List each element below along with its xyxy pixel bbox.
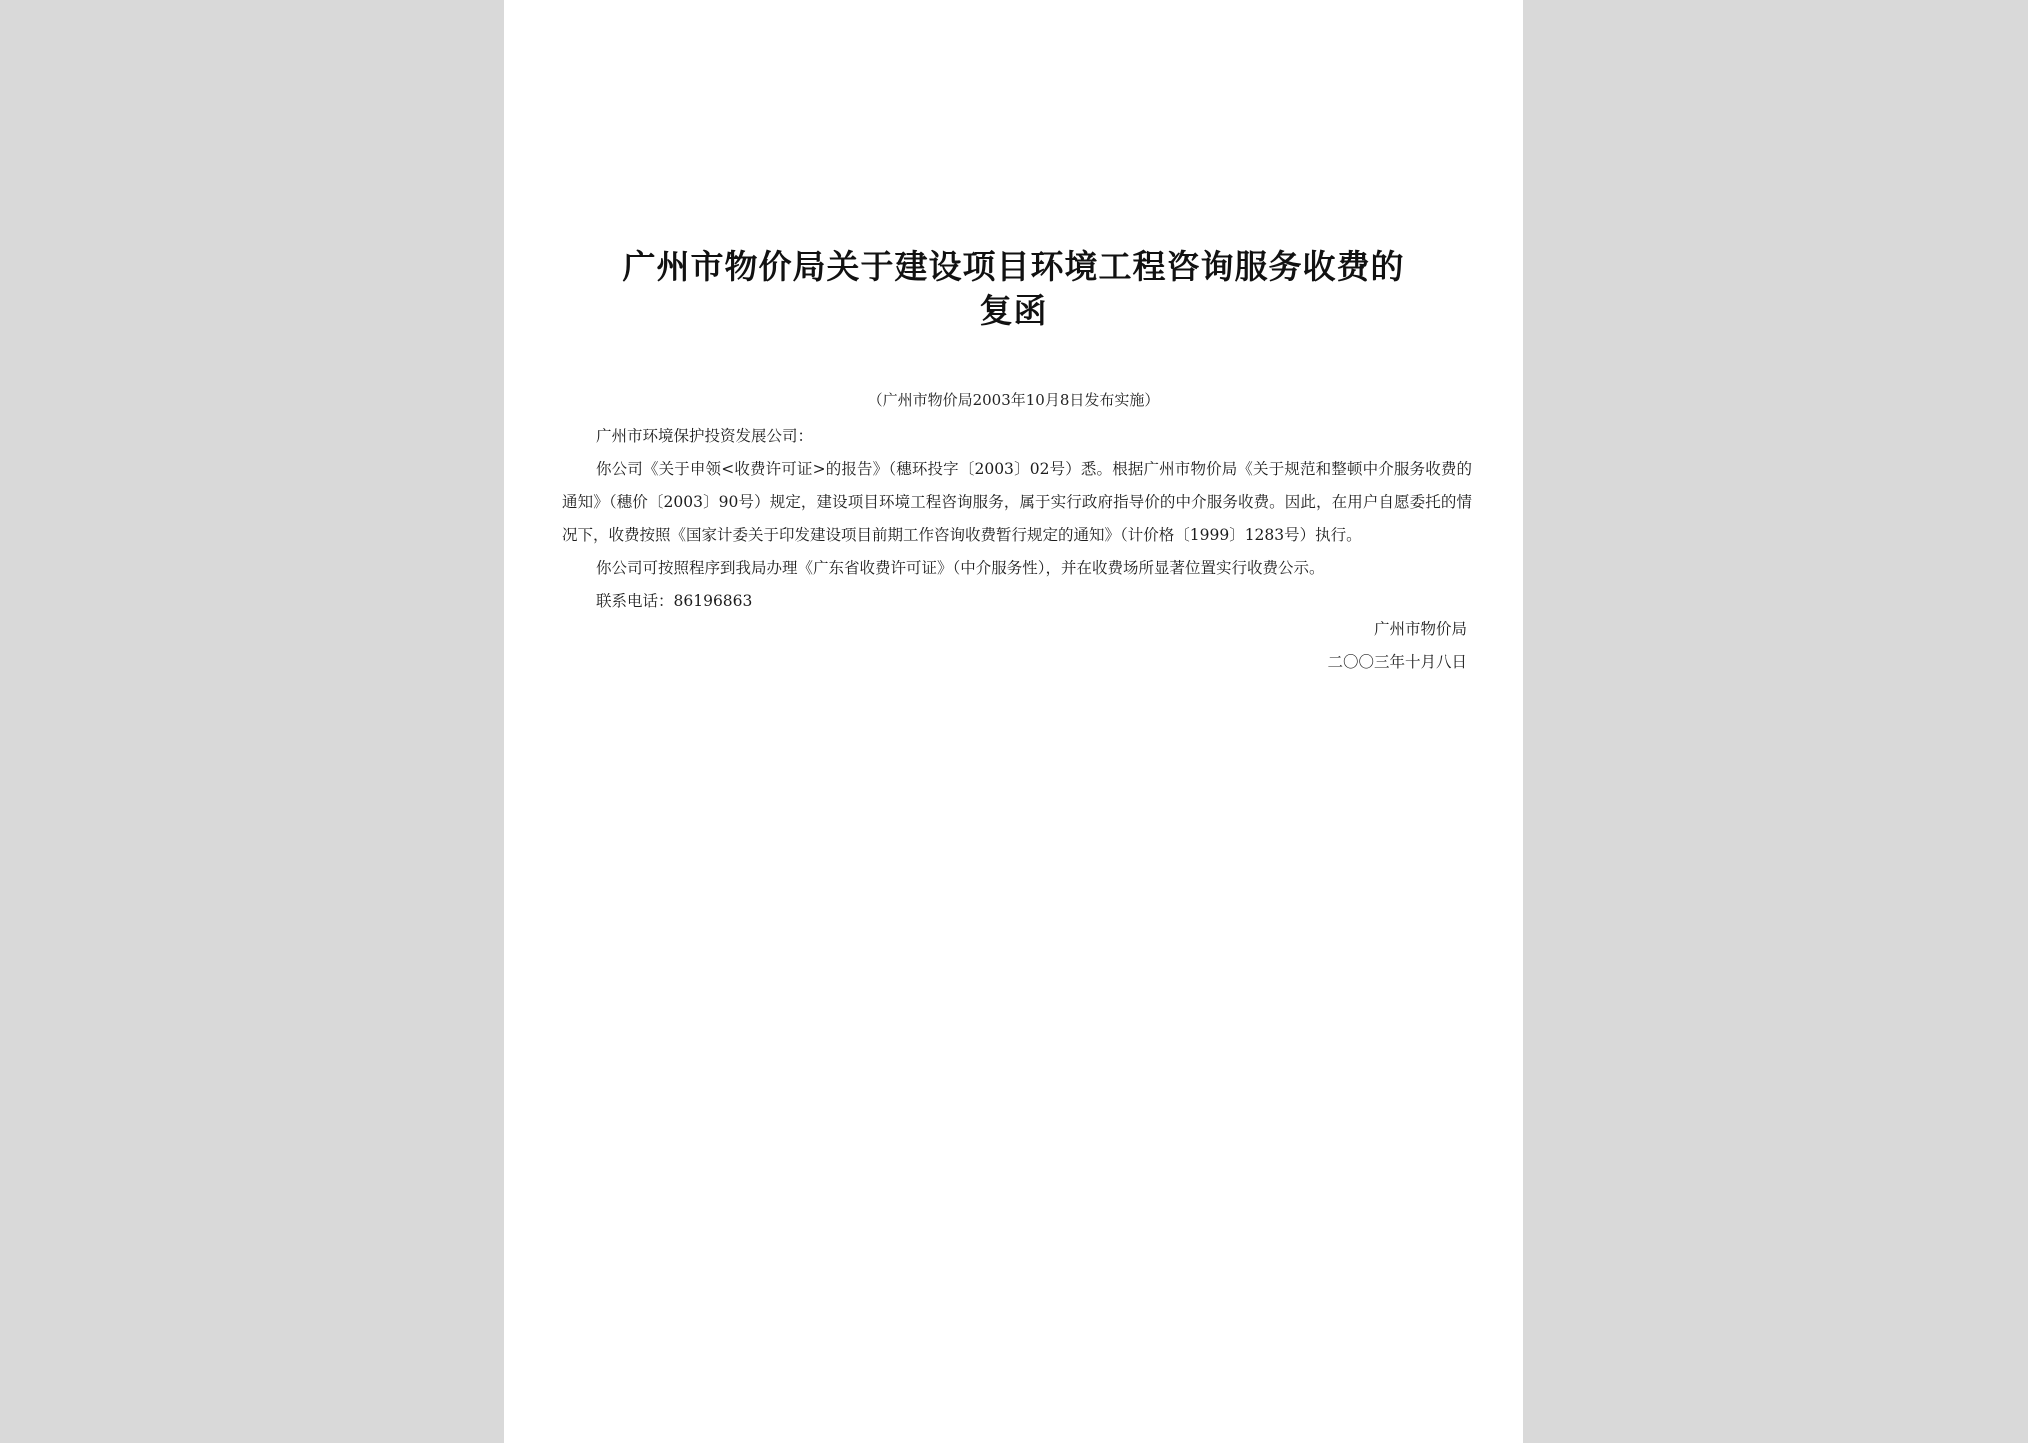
document-body bbox=[562, 420, 1472, 618]
contact-phone: 联系电话：86196863 bbox=[596, 592, 753, 610]
document-title-line-1: 广州市物价局关于建设项目环境工程咨询服务收费的 bbox=[622, 247, 1405, 286]
body-paragraph-1: 你公司《关于申领<收费许可证>的报告》（穗环投字〔2003〕02号）悉。根据广州市物价局《关于规范和整顿中介服务收费的通知》（穗价〔2003〕90号）规定，建设项目环境工程咨询服务，属于实行政府指导价的中介服务收费。因此，在用户自愿委托的情况下，收费按照《国家计委关于印发建设项目前期工作咨询收费暂行规定的通知》（计价格〔1999〕1283号）执行。 bbox=[562, 460, 1472, 544]
document-title bbox=[574, 245, 1453, 333]
document-page bbox=[504, 0, 1523, 1443]
issue-note: （广州市物价局2003年10月8日发布实施） bbox=[867, 391, 1160, 409]
signature-org: 广州市物价局 bbox=[1373, 620, 1467, 638]
salutation: 广州市环境保护投资发展公司： bbox=[596, 427, 814, 445]
document-title-line-2: 复函 bbox=[979, 291, 1048, 330]
body-paragraph-2: 你公司可按照程序到我局办理《广东省收费许可证》（中介服务性），并在收费场所显著位置实行收费公示。 bbox=[596, 559, 1325, 577]
signature-date: 二〇〇三年十月八日 bbox=[1327, 653, 1467, 671]
